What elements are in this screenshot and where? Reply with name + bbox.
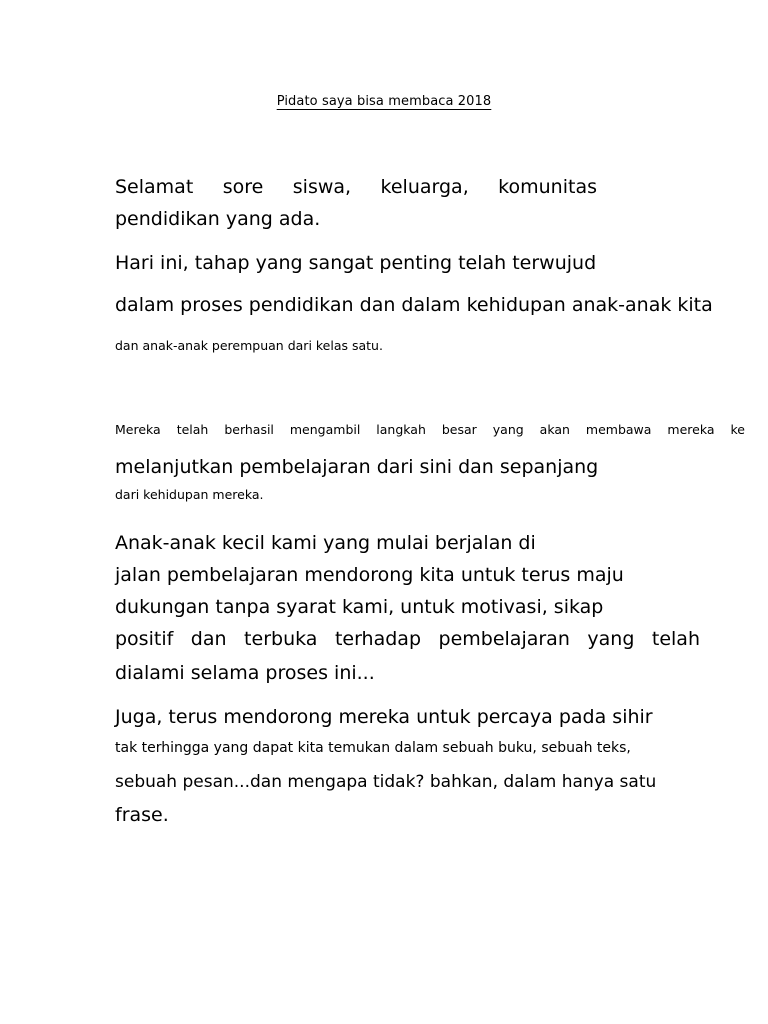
paragraph-2-line-3: dan anak-anak perempuan dari kelas satu. — [115, 338, 383, 353]
paragraph-5-line-4: frase. — [115, 804, 169, 826]
paragraph-2-line-2: dalam proses pendidikan dan dalam kehidupan anak-anak kita — [115, 294, 713, 316]
document-title: Pidato saya bisa membaca 2018 — [276, 94, 492, 109]
paragraph-1-line-1: Selamat sore siswa, keluarga, komunitas — [115, 176, 597, 198]
paragraph-3-line-3: dari kehidupan mereka. — [115, 487, 264, 502]
paragraph-5-line-2: tak terhingga yang dapat kita temukan dalam sebuah buku, sebuah teks, — [115, 740, 631, 756]
paragraph-3-line-2: melanjutkan pembelajaran dari sini dan sepanjang — [115, 456, 599, 478]
paragraph-1-line-2: pendidikan yang ada. — [115, 208, 321, 230]
paragraph-4-line-3: dukungan tanpa syarat kami, untuk motivasi, sikap — [115, 596, 604, 618]
paragraph-3-line-1: Mereka telah berhasil mengambil langkah besar yang akan membawa mereka ke — [115, 422, 745, 437]
paragraph-5-line-1: Juga, terus mendorong mereka untuk percaya pada sihir — [115, 706, 653, 728]
paragraph-4-line-1: Anak-anak kecil kami yang mulai berjalan di — [115, 532, 536, 554]
paragraph-4-line-5: dialami selama proses ini... — [115, 662, 375, 684]
paragraph-2-line-1: Hari ini, tahap yang sangat penting telah terwujud — [115, 252, 597, 274]
paragraph-4-line-4: positif dan terbuka terhadap pembelajaran yang telah — [115, 628, 700, 650]
paragraph-4-line-2: jalan pembelajaran mendorong kita untuk terus maju — [115, 564, 624, 586]
paragraph-5-line-3: sebuah pesan...dan mengapa tidak? bahkan, dalam hanya satu — [115, 772, 657, 792]
